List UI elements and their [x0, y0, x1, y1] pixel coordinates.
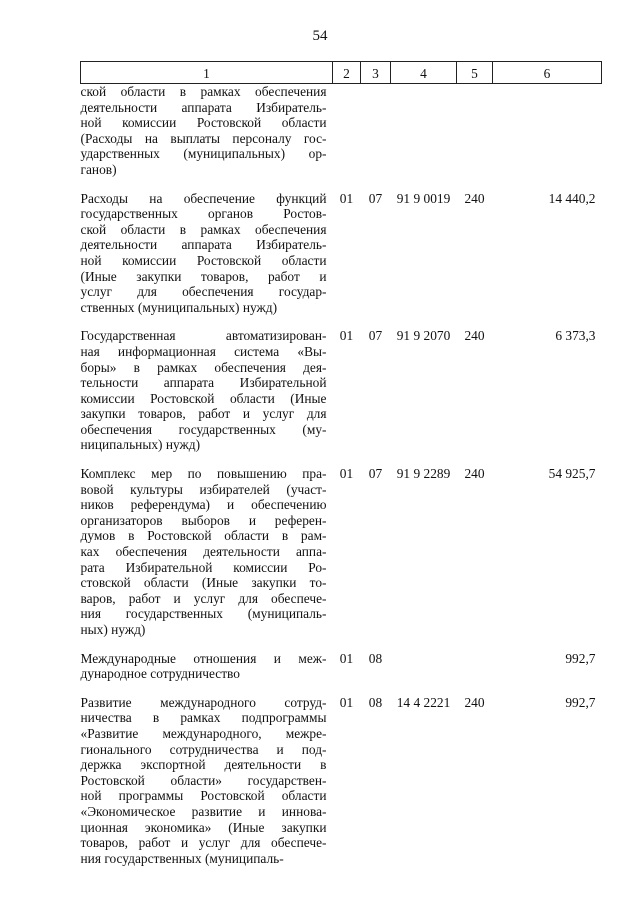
- row-spacer-cell: [81, 453, 602, 466]
- row-description: [81, 651, 333, 682]
- description-line: Расходы на обеспечение функций: [80, 190, 327, 206]
- row-spacer-cell: [81, 638, 602, 651]
- description-line: ской области в рамках обеспечения: [80, 221, 327, 237]
- description-line: ках обеспечения деятельности аппа-: [80, 544, 327, 560]
- row-target-code: 91 9 2070: [396, 328, 451, 344]
- description-line: Международные отношения и меж-: [80, 650, 327, 666]
- row-subsection-code: 07: [368, 328, 383, 344]
- description-line: ной программы Ростовской области: [80, 788, 327, 804]
- column-header-5: 5: [457, 62, 493, 84]
- row-description: [81, 84, 333, 178]
- row-spacer: [81, 682, 602, 695]
- page-number: 54: [312, 28, 328, 44]
- description-line: ной комиссии Ростовской области: [80, 252, 327, 268]
- description-line: гионального сотрудничества и под-: [80, 741, 327, 757]
- row-spacer-cell: [81, 682, 602, 695]
- description-line: ударственных (муниципальных) ор-: [80, 146, 327, 162]
- row-subsection-code: 08: [368, 650, 383, 666]
- description-line: думов в Ростовской области в рам-: [80, 528, 327, 544]
- description-line: держка экспортной деятельности в: [80, 757, 327, 773]
- description-line: обеспечения государственных (му-: [80, 421, 327, 437]
- description-line: рата Избирательной комиссии Ро-: [80, 559, 327, 575]
- row-target-code: [391, 84, 457, 178]
- row-spacer-cell: [81, 315, 602, 328]
- row-subsection-code: 07: [368, 190, 383, 206]
- description-line: Развитие международного сотруд-: [80, 694, 327, 710]
- row-spacer: [81, 315, 602, 328]
- row-spacer-cell: [81, 178, 602, 191]
- description-line: товаров, работ и услуг для обеспече-: [80, 835, 327, 851]
- description-line: организаторов выборов и референ-: [80, 512, 327, 528]
- row-description: [81, 466, 333, 638]
- description-line: (Расходы на выплаты персоналу гос-: [80, 130, 327, 146]
- description-line: ников референдума) и обеспечению: [80, 497, 327, 513]
- row-spacer: [81, 453, 602, 466]
- row-section-code: 01: [339, 328, 354, 344]
- description-line: государственных органов Ростов-: [80, 206, 327, 222]
- description-line: варов, работ и услуг для обеспече-: [80, 590, 327, 606]
- table-row: [81, 695, 602, 867]
- description-line: ной комиссии Ростовской области: [80, 115, 327, 131]
- description-line: закупки товаров, работ и услуг для: [80, 406, 327, 422]
- description-line: Комплекс мер по повышению пра-: [80, 466, 327, 482]
- description-line: ганов): [80, 161, 117, 177]
- row-subsection-code: [361, 84, 391, 178]
- table-row: [81, 651, 602, 682]
- row-description: [81, 191, 333, 316]
- description-line: «Экономическое развитие и иннова-: [80, 803, 327, 819]
- row-section-code: 01: [339, 190, 354, 206]
- table-row: [81, 466, 602, 638]
- header-row: [81, 62, 602, 84]
- row-target-code: 91 9 0019: [396, 190, 451, 206]
- description-line: ния государственных (муниципаль-: [80, 850, 284, 866]
- description-line: ниципальных) нужд): [80, 437, 201, 453]
- row-amount: 6 373,3: [555, 328, 596, 344]
- row-target-code: [391, 651, 457, 682]
- row-target-code: 91 9 2289: [396, 466, 451, 482]
- row-section-code: 01: [339, 466, 354, 482]
- description-line: «Развитие международного, межре-: [80, 725, 327, 741]
- row-amount: 992,7: [565, 694, 596, 710]
- row-amount: [493, 84, 602, 178]
- description-line: боры» в рамках обеспечения дея-: [80, 359, 327, 375]
- description-line: ния государственных (муниципаль-: [80, 606, 327, 622]
- row-expense-type: [457, 84, 493, 178]
- table-row: [81, 328, 602, 453]
- row-expense-type: [457, 651, 493, 682]
- row-subsection-code: 07: [368, 466, 383, 482]
- table-row: [81, 191, 602, 316]
- column-header-2: 2: [333, 62, 361, 84]
- description-line: ная информационная система «Вы-: [80, 343, 327, 359]
- column-header-4: 4: [391, 62, 457, 84]
- table-header: [81, 62, 602, 84]
- column-header-1: 1: [81, 62, 333, 84]
- row-spacer: [81, 178, 602, 191]
- budget-table: [80, 61, 602, 866]
- description-line: тельности аппарата Избирательной: [80, 375, 327, 391]
- row-spacer: [81, 638, 602, 651]
- row-amount: 14 440,2: [548, 190, 596, 206]
- row-subsection-code: 08: [368, 694, 383, 710]
- description-line: Государственная автоматизирован-: [80, 328, 327, 344]
- description-line: дународное сотрудничество: [80, 666, 240, 682]
- table-row: [81, 84, 602, 178]
- row-expense-type: 240: [464, 190, 485, 206]
- row-expense-type: 240: [464, 694, 485, 710]
- description-line: деятельности аппарата Избиратель-: [80, 237, 327, 253]
- row-amount: 992,7: [565, 650, 596, 666]
- description-line: (Иные закупки товаров, работ и: [80, 268, 327, 284]
- description-line: деятельности аппарата Избиратель-: [80, 99, 327, 115]
- column-header-3: 3: [361, 62, 391, 84]
- row-description: [81, 695, 333, 867]
- row-section-code: [333, 84, 361, 178]
- table-body: [81, 84, 602, 867]
- row-description: [81, 328, 333, 453]
- description-line: ской области в рамках обеспечения: [80, 84, 327, 99]
- row-expense-type: 240: [464, 328, 485, 344]
- description-line: ных) нужд): [80, 622, 146, 637]
- description-line: ничества в рамках подпрограммы: [80, 710, 327, 726]
- description-line: Ростовской области» государствен-: [80, 772, 327, 788]
- description-line: комиссии Ростовской области (Иные: [80, 390, 327, 406]
- description-line: стовской области (Иные закупки то-: [80, 575, 327, 591]
- row-expense-type: 240: [464, 466, 485, 482]
- description-line: ственных (муниципальных) нужд): [80, 299, 278, 315]
- description-line: вовой культуры избирателей (участ-: [80, 481, 327, 497]
- row-amount: 54 925,7: [548, 466, 596, 482]
- row-target-code: 14 4 2221: [396, 694, 451, 710]
- row-section-code: 01: [339, 694, 354, 710]
- description-line: ционная экономика» (Иные закупки: [80, 819, 327, 835]
- row-section-code: 01: [339, 650, 354, 666]
- column-header-6: 6: [493, 62, 602, 84]
- description-line: услуг для обеспечения государ-: [80, 284, 327, 300]
